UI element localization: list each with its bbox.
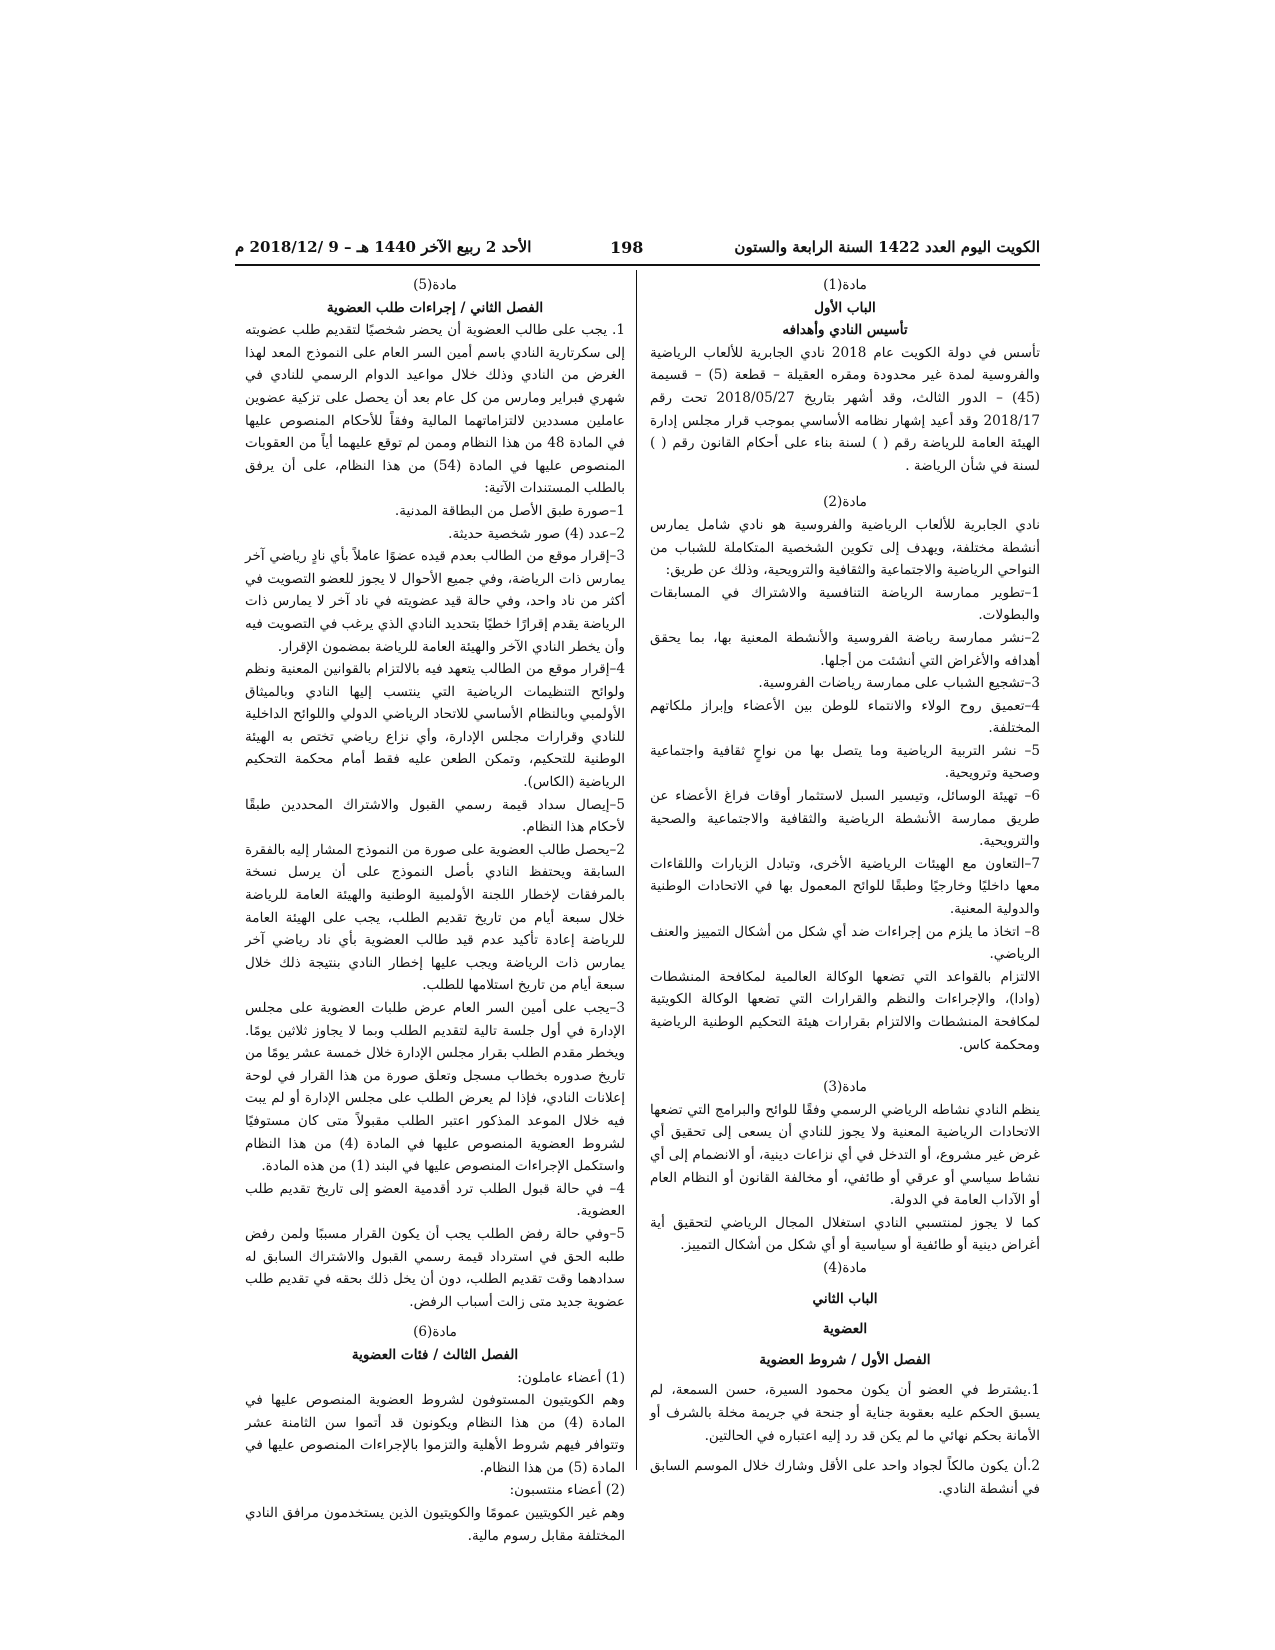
article-2-closing: الالتزام بالقواعد التي تضعها الوكالة العالمية لمكافحة المنشطات (وادا)، والإجراءات والنظم والقرارات التي تضعها الوكالة الكويتية لمكافحة المنشطات والالتزام بقرارات هيئة التحكيم الوطنية الرياضية ومحكمة كاس. xyxy=(650,968,1040,1053)
article-2-item: 3–تشجيع الشباب على ممارسة رياضات الفروسية. xyxy=(758,675,1040,692)
article-5-paragraph: 5–وفي حالة رفض الطلب يجب أن يكون القرار مسببًا ولمن رفض طلبه الحق في استرداد قيمة رسمي القبول والاشتراك السابق له سدادهما وقت تقديم الطلب، دون أن يخل ذلك بحقه في تقديم طلب عضوية جديد متى زالت أسباب الرفض. xyxy=(245,1225,625,1310)
header-rule xyxy=(235,264,1040,266)
page-number: 198 xyxy=(610,238,644,257)
right-column xyxy=(650,274,1040,1500)
chapter-2-title: الباب الثاني xyxy=(812,1290,878,1307)
article-4-item: 2.أن يكون مالكاً لجواد واحد على الأقل وشارك خلال الموسم السابق في أنشطة النادي. xyxy=(650,1458,1040,1497)
article-4-item: 1.يشترط في العضو أن يكون محمود السيرة، حسن السمعة، لم يسبق الحكم عليه بعقوبة جناية أو جنحة في جريمة مخلة بالشرف أو الأمانة بحكم نهائي ما لم يكن قد رد إليه اعتباره في الحالتين. xyxy=(650,1382,1040,1444)
left-column xyxy=(245,274,625,1547)
column-divider xyxy=(636,270,637,1470)
required-document: 2–عدد (4) صور شخصية حديثة. xyxy=(448,525,625,542)
article-5-title: مادة(5) xyxy=(413,277,457,293)
article-2-intro: نادي الجابرية للألعاب الرياضية والفروسية هو نادي شامل يمارس أنشطة مختلفة، ويهدف إلى تكوين الشخصية المتكاملة للشباب من النواحي الرياضية والاجتماعية والثقافية والترويحية، وذلك عن طريق: xyxy=(650,516,1040,579)
category-2-body: وهم غير الكويتيين عمومًا والكويتيون الذين يستخدمون مرافق النادي المختلفة مقابل رسوم مالية. xyxy=(245,1505,625,1544)
chapter-1-subtitle: تأسيس النادي وأهدافه xyxy=(782,322,908,339)
section-2-title: الفصل الثاني / إجراءات طلب العضوية xyxy=(326,299,544,316)
article-2-item: 4–تعميق روح الولاء والانتماء للوطن بين الأعضاء وإبراز ملكاتهم المختلفة. xyxy=(650,697,1040,737)
article-5-paragraph: 2–يحصل طالب العضوية على صورة من النموذج المشار إليه بالفقرة السابقة ويحتفظ النادي بأصل النموذج على أن يرسل نسخة بالمرفقات لإخطار اللجنة الأولمبية الوطنية والهيئة العامة للرياضة خلال سبعة أيام من تاريخ تقديم الطلب، يجب على الهيئة العامة للرياضة إعادة تأكيد عدم قيد طالب العضوية بأي ناد رياضي آخر يمارس ذات الرياضة ويجب عليها إخطار النادي بنتيجة ذلك خلال سبعة أيام من تاريخ استلامها للطلب. xyxy=(245,841,625,994)
required-document: 1–صورة طبق الأصل من البطاقة المدنية. xyxy=(394,502,625,519)
gazette-issue-info: الكويت اليوم العدد 1422 السنة الرابعة والستون xyxy=(734,238,1040,256)
article-6-title: مادة(6) xyxy=(413,1324,457,1341)
article-2-item: 1–تطوير ممارسة الرياضة التنافسية والاشتراك في المسابقات والبطولات. xyxy=(650,584,1040,624)
issue-date: الأحد 2 ربيع الآخر 1440 هـ – 9 /2018/12 م xyxy=(235,238,532,256)
article-3-title: مادة(3) xyxy=(823,1079,867,1096)
article-1-body: تأسس في دولة الكويت عام 2018 نادي الجابرية للألعاب الرياضية والفروسية لمدة غير محدودة ومقره العقيلة – قطعة (5) – قسيمة (45) – الدور الثالث، وقد أشهر بتاريخ 2018/05/27 تحت رقم 2018/17 وقد أعيد إشهار نظامه الأساسي بموجب قرار مجلس إدارة الهيئة العامة للرياضة رقم ( ) لسنة بناء على أحكام القانون رقم ( ) لسنة في شأن الرياضة . xyxy=(650,344,1040,474)
article-5-paragraph: 3–يجب على أمين السر العام عرض طلبات العضوية على مجلس الإدارة في أول جلسة تالية لتقديم الطلب وبما لا يجاوز ثلاثين يومًا. ويخطر مقدم الطلب بقرار مجلس الإدارة خلال خمسة عشر يومًا من تاريخ صدوره بخطاب مسجل وتعلق صورة من هذا القرار في لوحة إعلانات النادي، فإذا لم يعرض الطلب على مجلس الإدارة أو لم يبت فيه خلال الموعد المذكور اعتبر الطلب مقبولاً متى كان مستوفيًا لشروط العضوية المنصوص عليها في المادة (4) من هذا النظام واستكمل الإجراءات المنصوص عليها في البند (1) من هذه المادة. xyxy=(245,1000,625,1175)
section-3-title: الفصل الثالث / فئات العضوية xyxy=(351,1346,519,1363)
required-document: 3–إقرار موقع من الطالب بعدم قيده عضوًا عاملاً بأي نادٍ رياضي آخر يمارس ذات الرياضة، وفي جميع الأحوال لا يجوز للعضو التصويت في أكثر من ناد واحد، وفي حالة قيد عضويته في ناد آخر لا يمارس ذات الرياضة يقدم إقرارًا خطيًا بتحديد النادي الذي يرغب في التصويت فيه وأن يخطر النادي الآخر والهيئة العامة للرياضة بمضمون الإقرار. xyxy=(245,548,625,655)
article-2-item: 6– تهيئة الوسائل، وتيسير السبل لاستثمار أوقات فراغ الأعضاء عن طريق ممارسة الأنشطة الرياضية والثقافية والاجتماعية والصحية والترويحية. xyxy=(650,788,1040,850)
article-2-item: 2–نشر ممارسة رياضة الفروسية والأنشطة المعنية بها، بما يحقق أهدافه والأغراض التي أنشئت من أجلها. xyxy=(650,629,1040,669)
article-1-title: مادة(1) xyxy=(823,277,867,293)
article-3-paragraph: ينظم النادي نشاطه الرياضي الرسمي وفقًا للوائح والبرامج التي تضعها الاتحادات الرياضية المعنية ولا يجوز للنادي أن يسعى إلى تحقيق أي غرض غير مشروع، أو التدخل في أي نزاعات دينية، أو الانضمام إلى أي نشاط سياسي أو عرقي أو طائفي، أو مخالفة القانون أو النظام العام أو الآداب العامة في الدولة. xyxy=(650,1101,1040,1209)
required-document: 5–إيصال سداد قيمة رسمي القبول والاشتراك المحددين طبقًا لأحكام هذا النظام. xyxy=(245,796,625,836)
chapter-2-subtitle: العضوية xyxy=(822,1321,868,1338)
article-3-paragraph: كما لا يجوز لمنتسبي النادي استغلال المجال الرياضي لتحقيق أية أغراض دينية أو طائفية أو سياسية أو أي شكل من أشكال التمييز. xyxy=(650,1214,1040,1254)
category-1-body: وهم الكويتيون المستوفون لشروط العضوية المنصوص عليها في المادة (4) من هذا النظام ويكونون قد أتموا سن الثامنة عشر وتتوافر فيهم شروط الأهلية والتزموا بالإجراءات المنصوص عليها في المادة (5) من هذا النظام. xyxy=(245,1392,625,1476)
category-1-title: (1) أعضاء عاملون: xyxy=(517,1369,625,1386)
article-2-item: 8– اتخاذ ما يلزم من إجراءات ضد أي شكل من أشكال التمييز والعنف الرياضي. xyxy=(650,923,1040,963)
article-4-title: مادة(4) xyxy=(823,1259,867,1276)
article-2-item: 7–التعاون مع الهيئات الرياضية الأخرى، وتبادل الزيارات واللقاءات معها داخليًا وخارجيًا وطبقًا للوائح المعمول بها في الاتحادات الوطنية والدولية المعنية. xyxy=(650,855,1040,918)
category-2-title: (2) أعضاء منتسبون: xyxy=(509,1482,625,1499)
required-document: 4–إقرار موقع من الطالب يتعهد فيه بالالتزام بالقوانين المعنية ونظم ولوائح التنظيمات الرياضية التي ينتسب إليها النادي وبالميثاق الأولمبي وبالنظام الأساسي للاتحاد الرياضي الدولي واللوائح الداخلية للنادي وقرارات مجلس الإدارة، وأي نزاع رياضي تختص به الهيئة الوطنية للتحكيم، وتمكن الطعن عليه فقط أمام محكمة التحكيم الرياضية (الكاس). xyxy=(245,661,625,791)
article-5-paragraph: 1. يجب على طالب العضوية أن يحضر شخصيًا لتقديم طلب عضويته إلى سكرتارية النادي باسم أمين السر العام على النموذج المعد لهذا الغرض من النادي وذلك خلال مواعيد الدوام الرسمي للنادي في شهري فبراير ومارس من كل عام بعد أن يحصل على تزكية عضوين عاملين مسددين لالتزاماتهما المالية وفقاً للأحكام المنصوص عليها في المادة 48 من هذا النظام وممن لم توقع عليهما أياً من العقوبات المنصوص عليها في المادة (54) من هذا النظام، على أن يرفق بالطلب المستندات الآتية: xyxy=(245,322,625,497)
section-1-title: الفصل الأول / شروط العضوية xyxy=(759,1351,931,1368)
article-5-paragraph: 4– في حالة قبول الطلب ترد أقدمية العضو إلى تاريخ تقديم طلب العضوية. xyxy=(245,1180,625,1220)
page-header xyxy=(235,238,1040,264)
article-2-title: مادة(2) xyxy=(823,494,867,511)
article-2-item: 5– نشر التربية الرياضية وما يتصل بها من نواحٍ ثقافية واجتماعية وصحية وترويحية. xyxy=(650,742,1040,782)
chapter-1-title: الباب الأول xyxy=(814,299,876,316)
